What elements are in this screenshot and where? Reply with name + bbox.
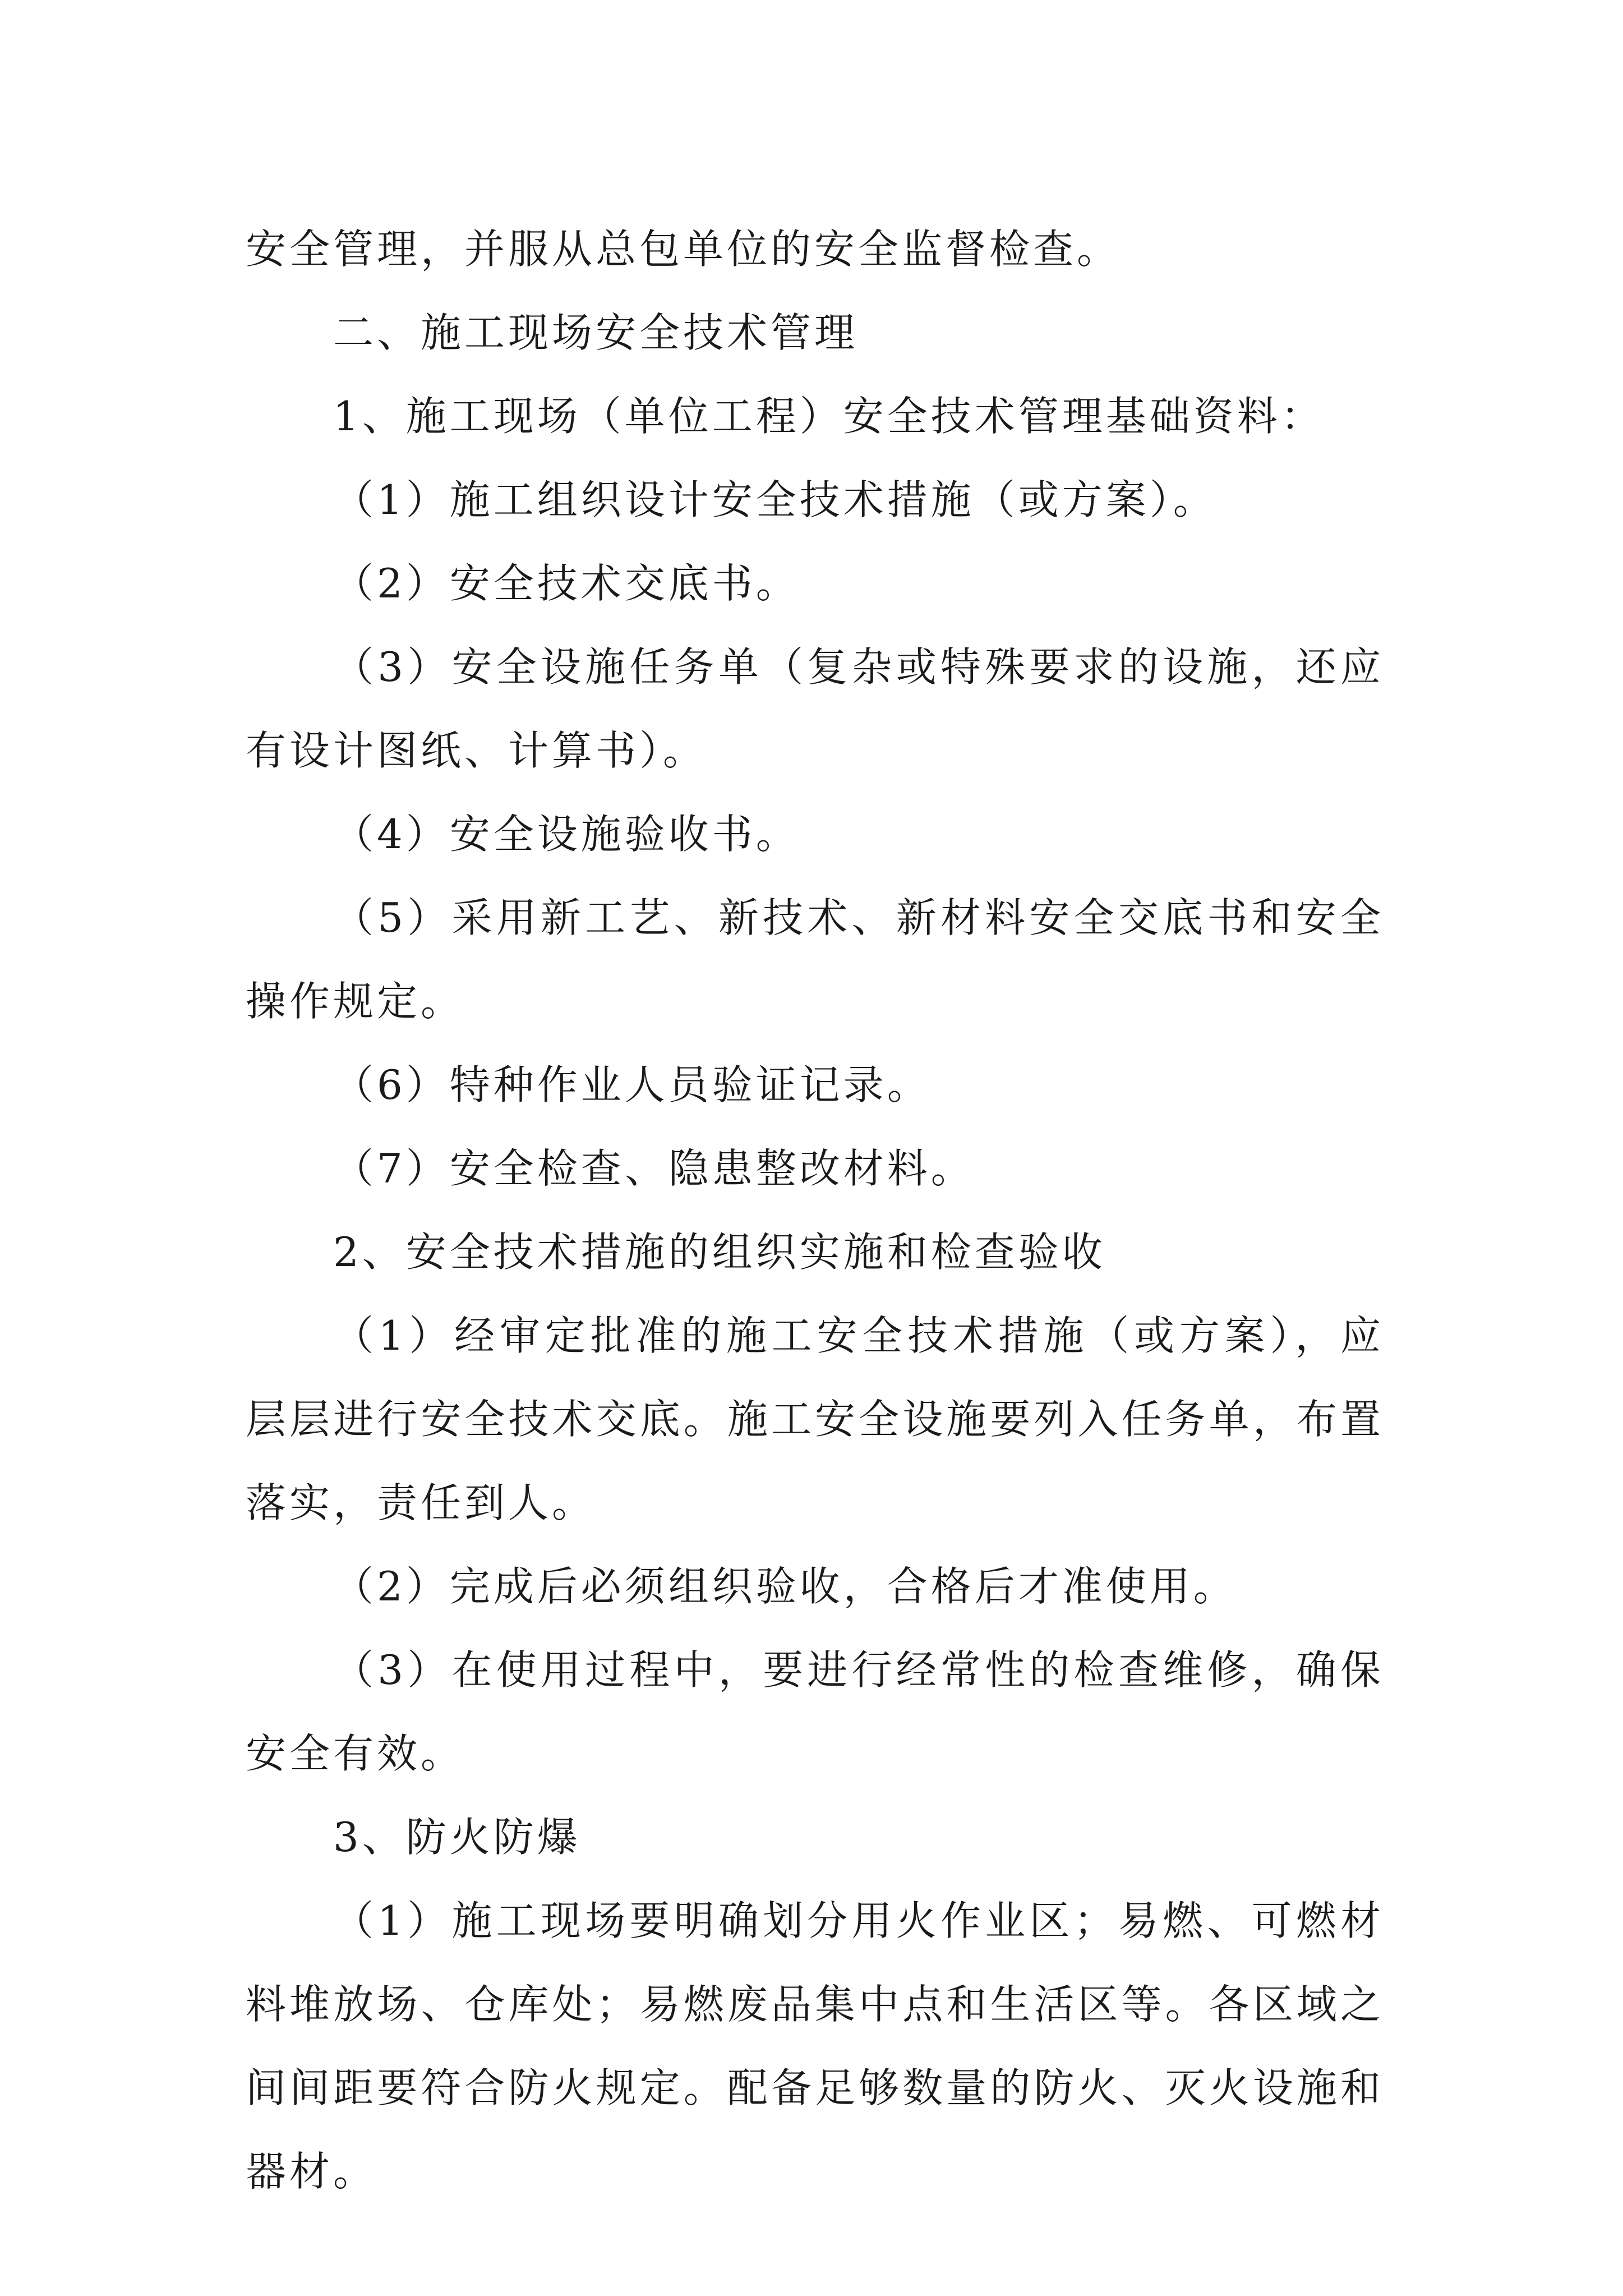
list-item: （2）安全技术交底书。 xyxy=(333,560,800,607)
paragraph-continuation: 安全管理，并服从总包单位的安全监督检查。 xyxy=(246,226,1121,273)
document-body xyxy=(246,208,1384,2214)
list-item: （1）经审定批准的施工安全技术措施（或方案），应层层进行安全技术交底。施工安全设施要列入任务单，布置落实，责任到人。 xyxy=(246,1312,1384,1526)
list-item: （2）完成后必须组织验收，合格后才准使用。 xyxy=(333,1563,1237,1610)
list-item: （7）安全检查、隐患整改材料。 xyxy=(333,1145,975,1192)
subsection-heading: 1、施工现场（单位工程）安全技术管理基础资料： xyxy=(333,393,1325,440)
section-heading: 二、施工现场安全技术管理 xyxy=(333,309,859,356)
list-item: （3）安全设施任务单（复杂或特殊要求的设施，还应有设计图纸、计算书）。 xyxy=(246,643,1384,774)
subsection-heading: 3、防火防爆 xyxy=(333,1814,581,1861)
list-item: （5）采用新工艺、新技术、新材料安全交底书和安全操作规定。 xyxy=(246,894,1384,1025)
list-item: （1）施工现场要明确划分用火作业区；易燃、可燃材料堆放场、仓库处；易燃废品集中点和生活区等。各区域之间间距要符合防火规定。配备足够数量的防火、灭火设施和器材。 xyxy=(246,1897,1384,2195)
list-item: （4）安全设施验收书。 xyxy=(333,811,800,858)
list-item: （3）在使用过程中，要进行经常性的检查维修，确保安全有效。 xyxy=(246,1646,1384,1777)
subsection-heading: 2、安全技术措施的组织实施和检查验收 xyxy=(333,1228,1106,1276)
list-item: （6）特种作业人员验证记录。 xyxy=(333,1061,931,1108)
list-item: （1）施工组织设计安全技术措施（或方案）。 xyxy=(333,476,1217,523)
